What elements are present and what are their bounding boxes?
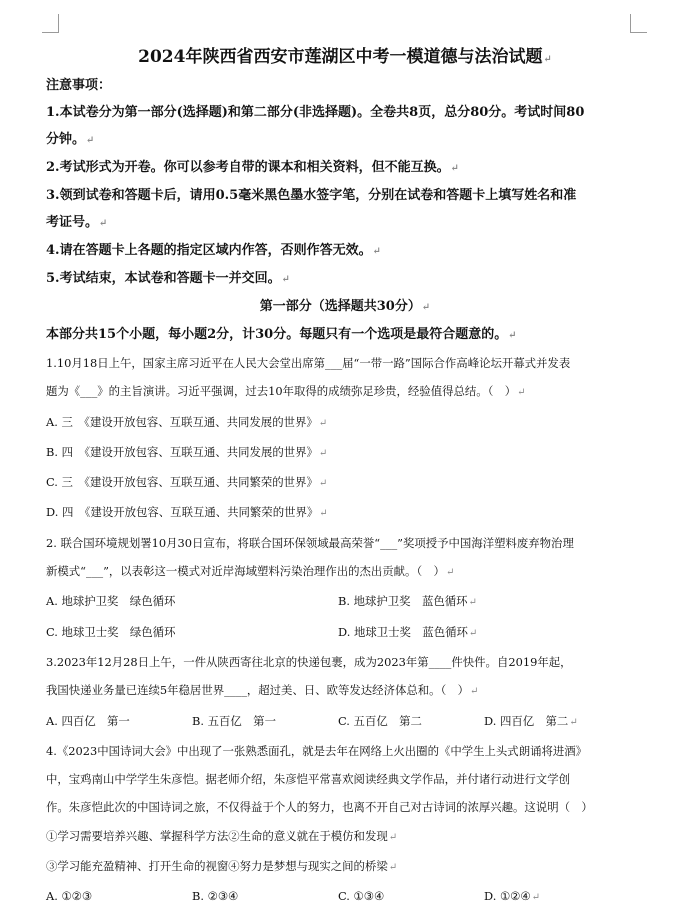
option-a: A. 三 《建设开放包容、互联互通、共同发展的世界》↵	[46, 414, 328, 429]
question-stem-line: 我国快递业务量已连续5年稳居世界____，超过美、日、欧等发达经济体总和。（ ）↵	[46, 683, 479, 698]
notice-line: 4.请在答题卡上各题的指定区域内作答，否则作答无效。↵	[46, 243, 381, 258]
crop-mark-top-left	[42, 14, 59, 33]
option-a: A. 四百亿 第一	[46, 713, 130, 728]
question-stem-line: 作。朱彦恺此次的中国诗词之旅，不仅得益于个人的努力，也离不开自己对古诗词的浓厚兴趣。这说明（ ）	[46, 800, 593, 815]
section-title: 第一部分（选择题共30分）↵	[259, 299, 431, 314]
option-b: B. 地球护卫奖 蓝色循环↵	[338, 594, 477, 609]
option-b: B. 四 《建设开放包容、互联互通、共同发展的世界》↵	[46, 444, 328, 459]
option-c: C. 地球卫士奖 绿色循环	[46, 624, 176, 639]
question-stem-line: 2. 联合国环境规划署10月30日宣布，将联合国环保领域最高荣誉“___”奖项授予中国海洋塑料废弃物治理	[46, 535, 574, 550]
option-d: D. 地球卫士奖 蓝色循环↵	[338, 624, 478, 639]
question-statement-line: ①学习需要培养兴趣、掌握科学方法②生命的意义就在于模仿和发现↵	[46, 828, 398, 843]
option-row	[46, 707, 644, 737]
option-c: C. 三 《建设开放包容、互联互通、共同繁荣的世界》↵	[46, 475, 328, 490]
document-page	[46, 42, 644, 913]
option-c: C. 五百亿 第二	[338, 713, 422, 728]
question-stem-line: 3.2023年12月28日上午，一件从陕西寄往北京的快递包裹，成为2023年第____件快件。自2019年起，	[46, 654, 572, 669]
option-a: A. ①②③	[46, 889, 93, 904]
question-stem-line: 题为《___》的主旨演讲。习近平强调，过去10年取得的成绩弥足珍贵，经验值得总结。（ ）↵	[46, 384, 526, 399]
notice-heading: 注意事项：	[46, 78, 112, 93]
option-b: B. ②③④	[192, 889, 239, 904]
notice-line: 2.考试形式为开卷。你可以参考自带的课本和相关资料，但不能互换。↵	[46, 160, 459, 175]
section-instruction: 本部分共15个小题，每小题2分，计30分。每题只有一个选项是最符合题意的。↵	[46, 327, 517, 342]
notice-line: 1.本试卷分为第一部分(选择题)和第二部分(非选择题)。全卷共8页，总分80分。考试时间80	[46, 105, 585, 120]
option-b: B. 五百亿 第一	[192, 713, 276, 728]
notice-line: 分钟。↵	[46, 132, 95, 147]
option-row	[46, 587, 644, 617]
option-row	[46, 882, 644, 912]
question-stem-line: 新模式“___”，以表彰这一模式对近岸海域塑料污染治理作出的杰出贡献。（ ）↵	[46, 564, 455, 579]
notice-line: 5.考试结束，本试卷和答题卡一并交回。↵	[46, 271, 290, 286]
option-d: D. 四 《建设开放包容、互联互通、共同繁荣的世界》↵	[46, 505, 328, 520]
question-stem-line: 中，宝鸡南山中学学生朱彦恺。据老师介绍，朱彦恺平常喜欢阅读经典文学作品，并付诸行动进行文学创	[46, 772, 570, 787]
page-title: 2024年陕西省西安市莲湖区中考一模道德与法治试题↵	[138, 47, 552, 67]
option-row	[46, 618, 644, 648]
notice-line: 考证号。↵	[46, 215, 108, 230]
question-statement-line: ③学习能充盈精神、打开生命的视窗④努力是梦想与现实之间的桥梁↵	[46, 859, 398, 874]
question-stem-line: 1.10月18日上午，国家主席习近平在人民大会堂出席第___届“一带一路”国际合作高峰论坛开幕式并发表	[46, 356, 571, 370]
crop-mark-top-right	[630, 14, 647, 33]
option-c: C. ①③④	[338, 889, 385, 904]
notice-line: 3.领到试卷和答题卡后，请用0.5毫米黑色墨水签字笔，分别在试卷和答题卡上填写姓名和准	[46, 188, 577, 203]
option-a: A. 地球护卫奖 绿色循环	[46, 594, 176, 609]
option-d: D. 四百亿 第二↵	[484, 713, 578, 728]
option-d: D. ①②④↵	[484, 889, 540, 904]
question-stem-line: 4.《2023中国诗词大会》中出现了一张熟悉面孔，就是去年在网络上火出圈的《中学生上头式朗诵将进酒》	[46, 743, 588, 758]
